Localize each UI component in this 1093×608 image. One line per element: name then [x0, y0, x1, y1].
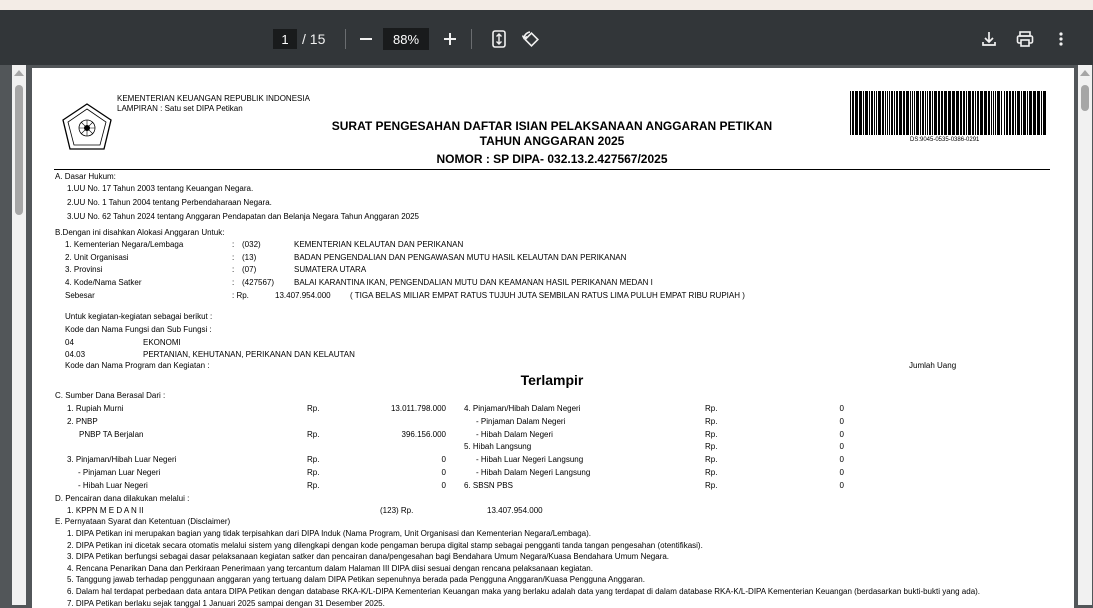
minus-icon[interactable]	[355, 28, 377, 50]
satker-field-code: (032)	[242, 240, 261, 249]
sebesar-colon: : Rp.	[232, 291, 249, 300]
section-d-heading: D. Pencairan dana dilakukan melalui :	[55, 494, 190, 503]
scroll-up-arrow[interactable]	[1080, 70, 1090, 76]
source-right-rp: Rp.	[705, 468, 718, 477]
satker-field-value: KEMENTERIAN KELAUTAN DAN PERIKANAN	[294, 240, 464, 249]
pdf-toolbar	[0, 10, 1093, 65]
fit-page-icon[interactable]	[488, 28, 510, 50]
right-scrollbar[interactable]	[1078, 65, 1092, 605]
window-top-strip	[0, 0, 1093, 10]
satker-field-code: (427567)	[242, 278, 275, 288]
ds-code: DS:9045-0535-0386-0291	[910, 137, 980, 143]
dasar-hukum-item: 2.UU No. 1 Tahun 2004 tentang Perbendaharaan Negara.	[67, 198, 272, 207]
sebesar-label: Sebesar	[65, 291, 95, 300]
toolbar-divider	[345, 29, 346, 49]
satker-field-label: 1. Kementerian Negara/Lembaga	[65, 240, 184, 249]
source-right-rp: Rp.	[705, 429, 718, 439]
scrollbar-thumb[interactable]	[1081, 85, 1089, 111]
source-right-label: 4. Pinjaman/Hibah Dalam Negeri	[464, 404, 581, 413]
document-viewer[interactable]	[0, 65, 1093, 608]
satker-field-value: SUMATERA UTARA	[294, 265, 367, 275]
plus-icon[interactable]	[439, 28, 461, 50]
download-icon[interactable]	[978, 28, 1000, 50]
disclaimer-item: 4. Rencana Penarikan Dana dan Perkiraan Penerimaan yang tercantum dalam Halaman III DIPA diisi sesuai dengan rencana pelaksanaan kegiatan.	[67, 563, 593, 573]
source-left-amount: 0	[441, 480, 446, 490]
page-number-input[interactable]: 1	[273, 29, 297, 49]
source-right-amount: 0	[839, 455, 844, 465]
satker-field-value: BADAN PENGENDALIAN DAN PENGAWASAN MUTU HASIL KELAUTAN DAN PERIKANAN	[294, 252, 627, 262]
source-right-amount: 0	[839, 416, 844, 426]
source-right-label: - Hibah Luar Negeri Langsung	[476, 455, 584, 465]
source-left-amount: 0	[441, 468, 446, 477]
disclaimer-item: 6. Dalam hal terdapat perbedaan data antara DIPA Petikan dengan database RKA-K/L-DIPA Kementerian Keuangan maka yang berlaku adalah data yang terdapat di dalam database RKA-K/L-DIPA Kementerian Keuangan (berdasarkan bukti-bukti yang ada).	[67, 587, 981, 596]
source-right-label: 5. Hibah Langsung	[464, 442, 532, 452]
source-right-rp: Rp.	[705, 480, 718, 490]
title-line-2: TAHUN ANGGARAN 2025	[479, 134, 625, 148]
source-left-amount: 0	[441, 455, 446, 465]
source-right-amount: 0	[839, 442, 844, 452]
source-right-amount: 0	[839, 480, 844, 490]
source-left-rp: Rp.	[307, 404, 320, 413]
more-vert-icon[interactable]	[1050, 28, 1072, 50]
source-right-rp: Rp.	[705, 404, 718, 413]
pdf-page	[32, 68, 1074, 608]
satker-field-label: 4. Kode/Nama Satker	[65, 278, 142, 288]
source-right-rp: Rp.	[705, 416, 718, 426]
source-right-rp: Rp.	[705, 455, 718, 465]
source-left-label: PNBP TA Berjalan	[79, 429, 144, 439]
satker-field-value: BALAI KARANTINA IKAN, PENGENDALIAN MUTU DAN KEAMANAN HASIL PERIKANAN MEDAN I	[294, 278, 653, 288]
dasar-hukum-item: 1.UU No. 17 Tahun 2003 tentang Keuangan Negara.	[67, 184, 254, 193]
section-e-heading: E. Pernyataan Syarat dan Ketentuan (Disclaimer)	[55, 517, 231, 526]
header-rule	[54, 169, 1050, 170]
satker-field-label: 2. Unit Organisasi	[65, 252, 129, 262]
kppn-amount: 13.407.954.000	[487, 506, 543, 515]
disclaimer-item: 2. DIPA Petikan ini dicetak secara otomatis melalui sistem yang dilengkapi dengan kode pengaman berupa digital stamp sebagai pengganti tanda tangan pengesahan (otentifikasi).	[67, 540, 703, 550]
jumlah-uang-label: Jumlah Uang	[909, 361, 957, 370]
source-left-label: 1. Rupiah Murni	[67, 404, 124, 413]
source-left-label: 3. Pinjaman/Hibah Luar Negeri	[67, 455, 177, 465]
sebesar-words: ( TIGA BELAS MILIAR EMPAT RATUS TUJUH JUTA SEMBILAN RATUS LIMA PULUH EMPAT RIBU RUPIAH )	[350, 291, 745, 300]
source-right-rp: Rp.	[705, 442, 718, 452]
source-left-label: - Pinjaman Luar Negeri	[78, 468, 161, 477]
source-left-rp: Rp.	[307, 455, 320, 465]
source-left-amount: 13.011.798.000	[390, 404, 446, 413]
source-left-rp: Rp.	[307, 429, 320, 439]
scroll-up-arrow[interactable]	[14, 70, 24, 76]
section-c-heading: C. Sumber Dana Berasal Dari :	[55, 391, 166, 400]
source-left-amount: 396.156.000	[401, 429, 446, 439]
disclaimer-item: 7. DIPA Petikan berlaku sejak tanggal 1 Januari 2025 sampai dengan 31 Desember 2025.	[67, 598, 385, 608]
sebesar-amount: 13.407.954.000	[275, 291, 331, 300]
source-left-label: 2. PNBP	[67, 416, 98, 426]
source-left-rp: Rp.	[307, 480, 320, 490]
disclaimer-item: 5. Tanggung jawab terhadap penggunaan anggaran yang tertuang dalam DIPA Petikan sepenuhnya berada pada Pengguna Anggaran/Kuasa Pengguna Anggaran.	[67, 575, 645, 585]
fungsi-code: 04	[65, 338, 74, 347]
ministry-name: KEMENTERIAN KEUANGAN REPUBLIK INDONESIA	[117, 94, 310, 103]
untuk-kegiatan: Untuk kegiatan-kegiatan sebagai berikut :	[65, 312, 213, 321]
source-right-label: - Pinjaman Dalam Negeri	[476, 416, 566, 426]
disclaimer-item: 3. DIPA Petikan berfungsi sebagai dasar pelaksanaan kegiatan satker dan pencairan dana/pengesahan bagi Bendahara Umum Negara/Kuasa Bendahara Umum Negara.	[67, 552, 670, 562]
kode-fungsi-label: Kode dan Nama Fungsi dan Sub Fungsi :	[65, 325, 212, 334]
source-right-amount: 0	[839, 468, 844, 477]
print-icon[interactable]	[1014, 28, 1036, 50]
subfungsi-name: PERTANIAN, KEHUTANAN, PERIKANAN DAN KELAUTAN	[143, 350, 355, 359]
kppn-name: 1. KPPN M E D A N II	[67, 506, 144, 515]
subfungsi-code: 04.03	[65, 350, 86, 359]
dasar-hukum-item: 3.UU No. 62 Tahun 2024 tentang Anggaran Pendapatan dan Belanja Negara Tahun Anggaran 2025	[67, 212, 419, 221]
satker-field-colon: :	[232, 265, 235, 275]
page-total: / 15	[302, 31, 326, 47]
disclaimer-item: 1. DIPA Petikan ini merupakan bagian yang tidak terpisahkan dari DIPA Induk (Nama Program, Unit Organisasi dan Kementerian Negara/Lembaga).	[67, 529, 591, 538]
barcode	[850, 91, 1050, 141]
source-left-label: - Hibah Luar Negeri	[78, 480, 148, 490]
section-a-heading: A. Dasar Hukum:	[55, 172, 116, 181]
title-line-1: SURAT PENGESAHAN DAFTAR ISIAN PELAKSANAAN ANGGARAN PETIKAN	[331, 119, 773, 133]
zoom-level-input[interactable]: 88%	[383, 28, 429, 50]
left-scrollbar[interactable]	[12, 65, 26, 605]
source-left-rp: Rp.	[307, 468, 320, 477]
terlampir: Terlampir	[520, 372, 584, 388]
satker-field-colon: :	[232, 278, 235, 288]
fungsi-name: EKONOMI	[143, 338, 181, 347]
kode-program-label: Kode dan Nama Program dan Kegiatan :	[65, 361, 210, 370]
lampiran: LAMPIRAN : Satu set DIPA Petikan	[117, 104, 243, 113]
scrollbar-thumb[interactable]	[15, 85, 23, 215]
title-line-3: NOMOR : SP DIPA- 032.13.2.427567/2025	[436, 152, 668, 166]
satker-field-colon: :	[232, 240, 235, 249]
section-b-heading: B.Dengan ini disahkan Alokasi Anggaran Untuk:	[55, 228, 225, 237]
source-right-label: - Hibah Dalam Negeri	[476, 429, 553, 439]
satker-field-code: (07)	[242, 265, 257, 275]
satker-field-code: (13)	[242, 252, 257, 262]
toolbar-divider	[471, 29, 472, 49]
kppn-code: (123) Rp.	[380, 506, 414, 515]
satker-field-label: 3. Provinsi	[65, 265, 103, 275]
rotate-icon[interactable]	[520, 28, 542, 50]
source-right-label: 6. SBSN PBS	[464, 480, 513, 490]
satker-field-colon: :	[232, 252, 235, 262]
source-right-amount: 0	[839, 429, 844, 439]
source-right-label: - Hibah Dalam Negeri Langsung	[476, 468, 591, 477]
source-right-amount: 0	[839, 404, 844, 413]
